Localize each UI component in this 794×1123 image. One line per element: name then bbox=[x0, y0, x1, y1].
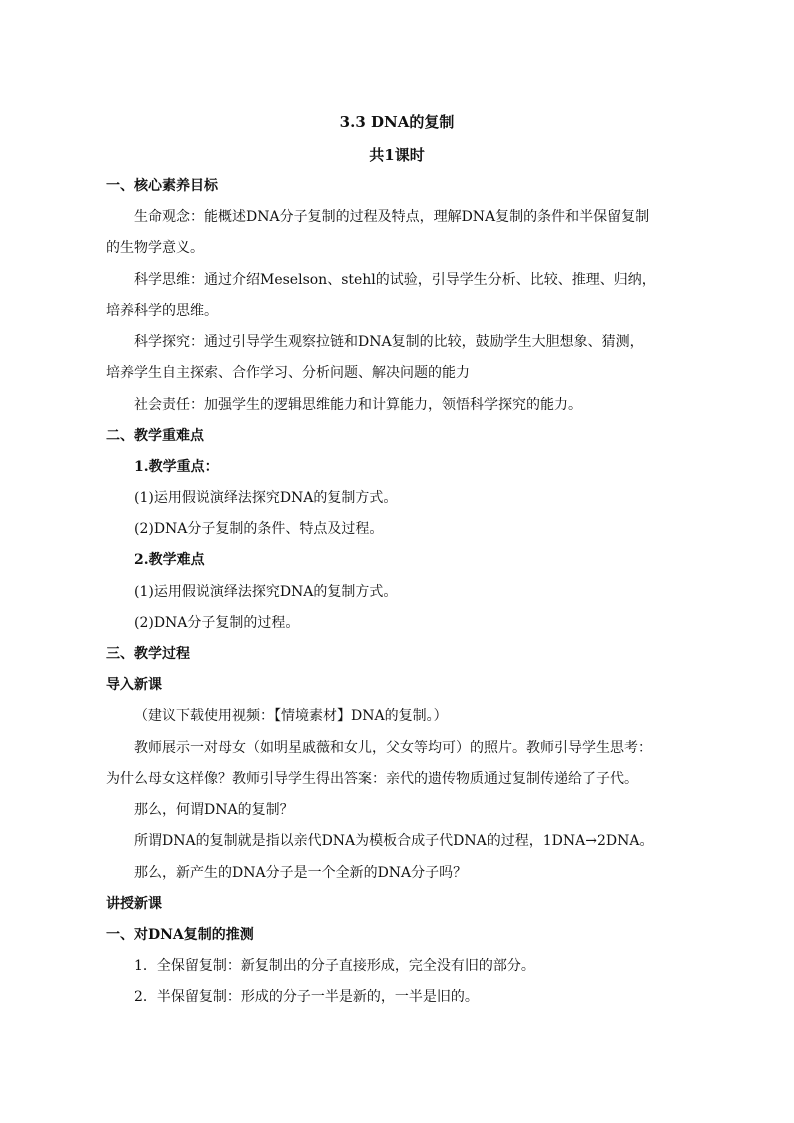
subheading-new-lesson: 讲授新课 bbox=[106, 896, 162, 912]
key-point-1: (1)运用假说演绎法探究DNA的复制方式。 bbox=[134, 490, 398, 506]
document-subtitle: 共1课时 bbox=[369, 146, 425, 164]
heading-dna-replication-hypothesis: 一、对DNA复制的推测 bbox=[106, 927, 254, 943]
hypothesis-semi-conservative: 2．半保留复制：形成的分子一半是新的，一半是旧的。 bbox=[134, 989, 479, 1005]
paragraph-social-responsibility: 社会责任：加强学生的逻辑思维能力和计算能力，领悟科学探究的能力。 bbox=[134, 397, 582, 413]
intro-question: 那么，何谓DNA的复制？ bbox=[134, 802, 294, 818]
intro-paragraph-line2: 为什么母女这样像？教师引导学生得出答案：亲代的遗传物质通过复制传递给了子代。 bbox=[106, 771, 638, 787]
paragraph-scientific-thinking-line1: 科学思维：通过介绍Meselson、stehl的试验，引导学生分析、比较、推理、归纳， bbox=[134, 272, 656, 288]
hypothesis-conservative: 1．全保留复制：新复制出的分子直接形成，完全没有旧的部分。 bbox=[134, 958, 535, 974]
section-heading-goals: 一、核心素养目标 bbox=[106, 178, 218, 194]
paragraph-life-concept-line1: 生命观念：能概述DNA分子复制的过程及特点，理解DNA复制的条件和半保留复制 bbox=[134, 209, 650, 225]
subheading-key-points: 1.教学重点： bbox=[134, 459, 219, 475]
key-point-2: (2)DNA分子复制的条件、特点及过程。 bbox=[134, 521, 384, 537]
intro-video-note: （建议下载使用视频：【情境素材】DNA的复制。） bbox=[134, 708, 448, 724]
difficult-point-1: (1)运用假说演绎法探究DNA的复制方式。 bbox=[134, 584, 398, 600]
subheading-introduction: 导入新课 bbox=[106, 677, 162, 693]
paragraph-life-concept-line2: 的生物学意义。 bbox=[106, 240, 204, 256]
difficult-point-2: (2)DNA分子复制的过程。 bbox=[134, 615, 300, 631]
section-heading-process: 三、教学过程 bbox=[106, 646, 190, 662]
subheading-difficult-points: 2.教学难点 bbox=[134, 552, 205, 568]
intro-paragraph-line1: 教师展示一对母女（如明星戚薇和女儿，父女等均可）的照片。教师引导学生思考： bbox=[134, 740, 652, 756]
document-title: 3.3 DNA的复制 bbox=[339, 113, 455, 131]
intro-definition: 所谓DNA的复制就是指以亲代DNA为模板合成子代DNA的过程，1DNA→2DNA。 bbox=[134, 833, 654, 849]
paragraph-scientific-inquiry-line2: 培养学生自主探索、合作学习、分析问题、解决问题的能力 bbox=[106, 365, 470, 381]
intro-followup-question: 那么，新产生的DNA分子是一个全新的DNA分子吗？ bbox=[134, 865, 468, 881]
section-heading-key-difficult: 二、教学重难点 bbox=[106, 428, 204, 444]
paragraph-scientific-inquiry-line1: 科学探究：通过引导学生观察拉链和DNA复制的比较，鼓励学生大胆想象、猜测， bbox=[134, 334, 644, 350]
paragraph-scientific-thinking-line2: 培养科学的思维。 bbox=[106, 303, 218, 319]
